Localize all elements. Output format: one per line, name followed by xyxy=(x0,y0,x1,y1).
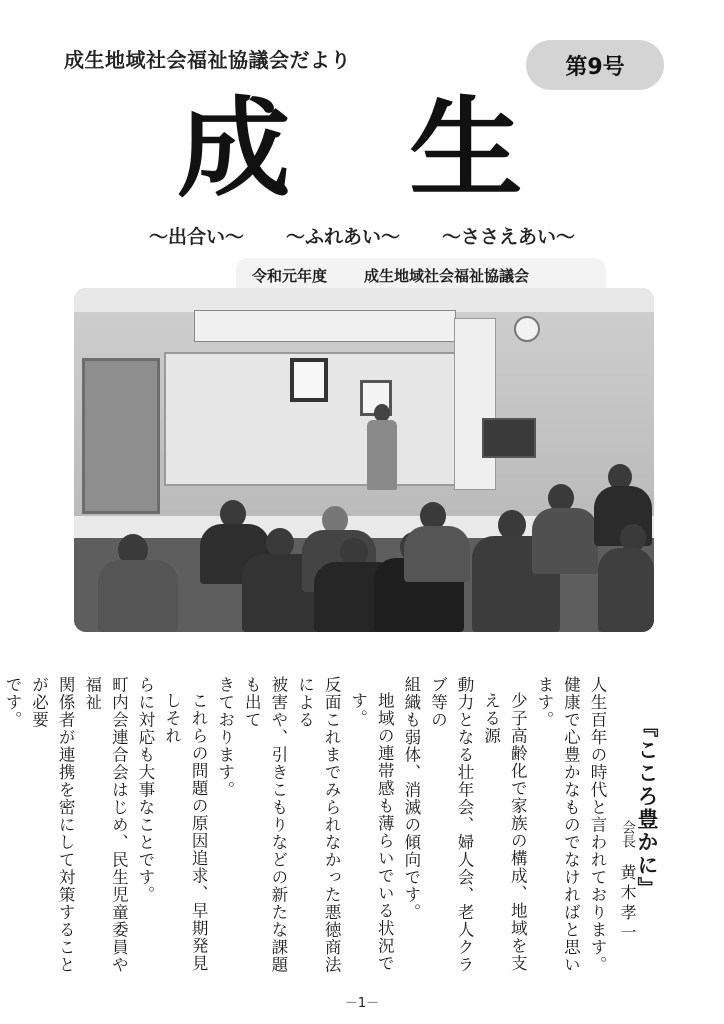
essay-column: です。 xyxy=(2,676,22,729)
motto-support: ～ささえあい～ xyxy=(442,226,576,248)
photo-speaker-body xyxy=(367,420,397,490)
author-name: 黄木孝一 xyxy=(618,864,637,944)
essay-column: 組織も弱体、消滅の傾向です。 xyxy=(401,676,421,921)
essay-column: きております。 xyxy=(215,676,235,799)
org-title: 成生地域社会福祉協議会だより xyxy=(64,48,351,72)
photo-audience-body xyxy=(598,548,654,632)
page-number: －1－ xyxy=(344,996,380,1011)
event-year: 令和元年度 xyxy=(252,267,328,285)
essay-column: 少子高齢化で家族の構成、地域を支える源 xyxy=(481,692,528,972)
masthead xyxy=(0,86,724,212)
motto-line xyxy=(0,222,724,249)
essay-column: 動力となる壮年会、婦人会、老人クラブ等の xyxy=(428,676,475,974)
essay-column: 反面これまでみられなかった悪徳商法による xyxy=(295,676,342,974)
motto-connection: ～ふれあい～ xyxy=(285,226,400,248)
essay-body xyxy=(0,676,610,976)
photo-clock xyxy=(514,316,540,342)
essay-column: 健康で心豊かなものでなければと思います。 xyxy=(534,676,581,974)
photo-ceiling xyxy=(74,288,654,312)
photo-audience-body xyxy=(98,560,178,632)
essay-column: 町内会連合会はじめ、民生児童委員や福祉 xyxy=(82,676,129,974)
photo-audience-body xyxy=(532,508,598,574)
motto-encounter: ～出合い～ xyxy=(148,226,244,248)
photo-banner xyxy=(194,310,456,342)
author-role: 会長 xyxy=(620,820,636,848)
essay-column: 地域の連帯感も薄らいでいる状況です。 xyxy=(348,692,395,972)
essay-column: 被害や、引きこもりなどの新たな課題も出て xyxy=(242,676,288,974)
essay-column: これらの問題の原因追求、早期発見しそれ xyxy=(162,692,209,972)
photo-television xyxy=(482,418,536,458)
photo-audience-body xyxy=(404,526,470,582)
essay-column: 人生百年の時代と言われております。 xyxy=(588,676,607,974)
essay-title: 『こころ豊かに』 xyxy=(635,716,660,900)
masthead-char-2: 生 xyxy=(409,86,523,212)
meeting-photo xyxy=(74,288,654,632)
photo-hanging-scroll xyxy=(454,318,496,490)
essay-column: 関係者が連携を密にして対策することが必要 xyxy=(29,676,76,974)
issue-badge: 第9号 xyxy=(526,40,664,90)
masthead-char-1: 成 xyxy=(177,86,291,212)
photo-door xyxy=(82,358,160,514)
event-organizer: 成生地域社会福祉協議会 xyxy=(364,267,530,285)
essay-column: らに対応も大事なことです。 xyxy=(135,676,155,904)
photo-frame-left xyxy=(290,358,328,402)
